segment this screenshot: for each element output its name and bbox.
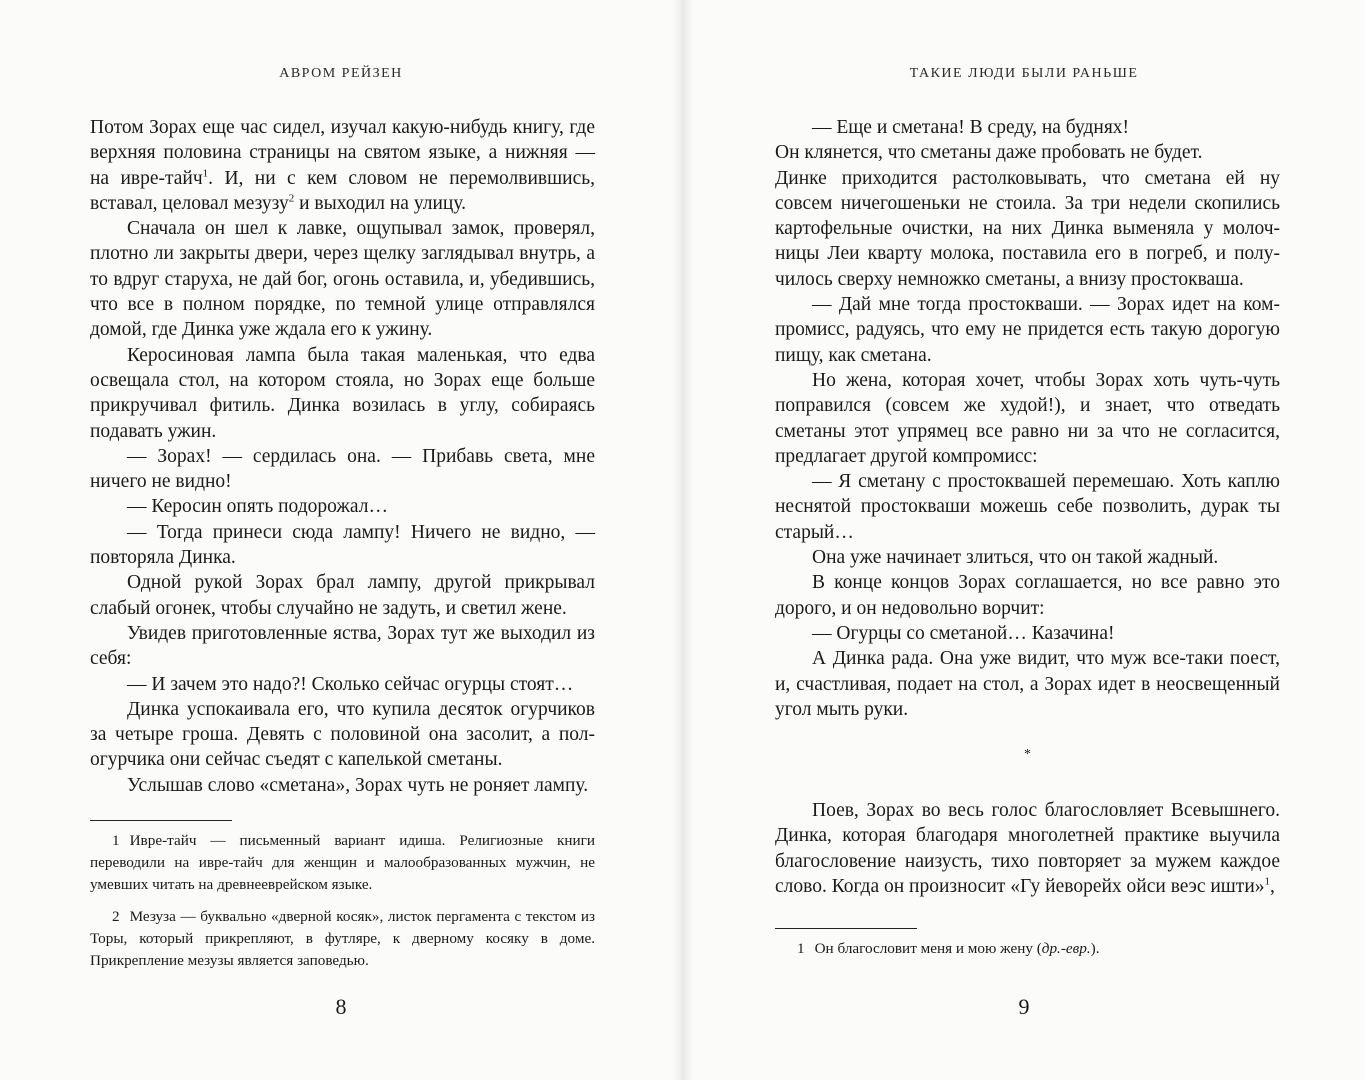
footnote: 1 Он благословит меня и мою жену (др.-евр.). (797, 940, 1100, 957)
paragraph: В конце концов Зорах соглашается, но все равно это дорого, и он недовольно ворчит: (775, 572, 1280, 619)
paragraph: — Еще и сметана! В среду, на буднях! (812, 117, 1130, 138)
paragraph: Керосиновая лампа была такая маленькая, что едва освещала стол, на котором стояла, но Зорах еще больше прикручивал фитиль. Динка возилась в углу, собираясь подавать ужин. (90, 344, 595, 442)
paragraph: — Тогда принеси сюда лампу! Ничего не видно, — повторяла Динка. (90, 521, 595, 569)
paragraph: Потом Зорах еще час сидел, изучал какую-нибудь книгу, где верхняя половина страницы на святом языке, а нижняя — на ивре-тайч$^1$. И, ни с кем словом не перемолвившись, вставал, целовал мезузу$^2$ и выходил на улицу. (90, 117, 595, 214)
running-head-title: ТАКИЕ ЛЮДИ БЫЛИ РАНЬШЕ (909, 66, 1139, 81)
footnote-text: Он благословит меня и мою жену (814, 940, 1033, 957)
paragraph: Динке приходится растолковывать, что сметана ей ну совсем ничегошеньки не стоила. За три недели скопились картофельные очистки, на них Динка выменяла у молочницы Леи кварту молока, поставила его в погреб, и получилось сверху немножко сметаны, а внизу простокваша. (775, 167, 1280, 290)
paragraph: Поев, Зорах во весь голос благословляет Всевышнего. Динка, которая благодаря многолетней практике выучила благословение наизусть, тихо повторяет за мужем каждое слово. Когда он произносит «Гу йеворейх ойси веэс ишти»$^1$, (775, 800, 1280, 898)
section-separator: * (1024, 747, 1031, 763)
paragraph: Увидев приготовленные яства, Зорах тут же выходил из себя: (90, 622, 595, 670)
paragraph: Сначала он шел к лавке, ощупывал замок, проверял, плотно ли закрыты двери, через щелку заглядывал внутрь, а то вдруг старуха, не дай бог, огонь оставила, и, убедившись, что все в полном порядке, по темной улице отправлялся домой, где Динка уже ждала его к ужину. (90, 218, 595, 341)
footnote-mark: 2 (288, 192, 295, 205)
paragraph: Он клянется, что сметаны даже пробовать не будет. (775, 142, 1203, 164)
footnote-italic: др.-евр. (1041, 940, 1091, 957)
footnote-mark: 1 (202, 167, 209, 180)
footnote-text: Мезуза — буквально «дверной косяк», листок пергамента с текстом из Торы, который прикрепляют, в футляре, к дверному косяку в доме. Прикрепление мезузы является заповедью. (90, 908, 595, 969)
right-body-text (775, 115, 1280, 899)
footnote-mark: 1 (1264, 875, 1271, 888)
paragraph: — Зорах! — сердилась она. — Прибавь света, мне ничего не видно! (90, 445, 595, 493)
left-footnotes (90, 830, 595, 982)
footnote-text: Ивре-тайч — письменный вариант идиша. Религиозные книги переводили на ивре-тайч для женщин и малообразованных мужчин, не умевших читать на древнееврейском языке. (90, 832, 595, 893)
paragraph: Но жена, которая хочет, чтобы Зорах хоть чуть-чуть поправился (совсем же худой!), и знает, что отведать сметаны этот упрямец все равно ни за что не согласится, предлагает другой компромисс: (775, 369, 1280, 467)
page-number: 8 (335, 994, 347, 1019)
paragraph: Услышав слово «сметана», Зорах чуть не роняет лампу. (127, 774, 589, 796)
footnote (90, 906, 595, 972)
footnote-rule (90, 820, 232, 821)
footnote-rule (775, 928, 917, 929)
paragraph: Динка успокаивала его, что купила десяток огурчиков за четыре гроша. Девять с половиной она засолит, а пол-огурчика они сейчас съедят с капелькой сметаны. (90, 698, 595, 771)
footnote (90, 830, 595, 896)
page-number: 9 (1018, 994, 1030, 1019)
paragraph: Она уже начинает злиться, что он такой жадный. (812, 547, 1219, 569)
right-page (683, 0, 1365, 1080)
paragraph: — Огурцы со сметаной… Казачина! (812, 622, 1115, 644)
paragraph: — Дай мне тогда простокваши. — Зорах идет на компромисс, радуясь, что ему не придется есть такую дорогую пищу, как сметана. (775, 294, 1280, 366)
paragraph: — И зачем это надо?! Сколько сейчас огурцы стоят… (127, 673, 574, 695)
paragraph: — Я сметану с простоквашей перемешаю. Хоть каплю неснятой простокваши можешь себе позволить, дурак ты старый… (775, 471, 1280, 543)
right-footnotes (775, 938, 1280, 970)
footnote-number: 1 (112, 832, 120, 849)
running-head-author: АВРОМ РЕЙЗЕН (279, 66, 403, 81)
left-page (0, 0, 682, 1080)
footnote-number: 1 (797, 940, 805, 957)
footnote-number: 2 (112, 908, 120, 925)
paragraph: — Керосин опять подорожал… (127, 496, 388, 518)
paragraph: Одной рукой Зорах брал лампу, другой прикрывал слабый огонек, чтобы случайно не задуть, и светил жене. (90, 572, 595, 619)
left-body-text (90, 115, 595, 798)
paragraph: А Динка рада. Она уже видит, что муж все-таки поест, и, счастливая, подает на стол, а Зорах идет в неосвещенный угол мыть руки. (775, 648, 1280, 720)
